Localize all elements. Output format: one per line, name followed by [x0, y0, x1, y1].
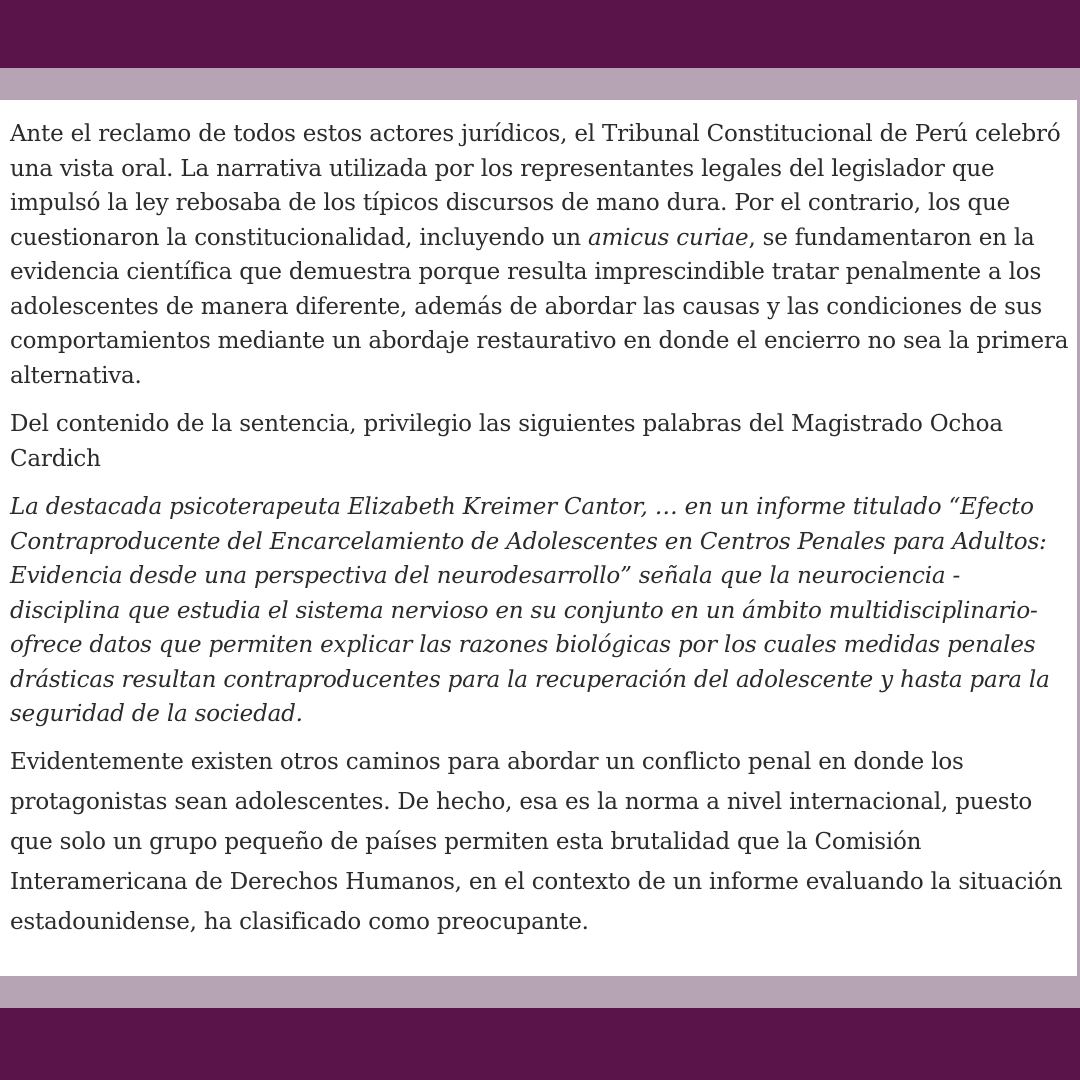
article-body [10, 117, 1070, 942]
paragraph-1-start: Ante el reclamo de todos estos actores jurídicos, el Tribunal Constitucional de Perú celebró una vista oral. La narrativa utilizada por los representantes legales del legislador que impulsó la ley rebosaba de los típicos discursos de mano dura. Por el contrario, los que cuestionaron la constitucionalidad, incluyendo un [10, 121, 1061, 251]
quoted-excerpt: La destacada psicoterapeuta Elizabeth Kreimer Cantor, … en un informe titulado “Efecto Contraproducente del Encarcelamiento de Adolescentes en Centros Penales para Adultos: Evidencia desde una perspectiva del neurodesarrollo” señala que la neurociencia -disciplina que estudia el sistema nervioso en su conjunto en un ámbito multidisciplinario- ofrece datos que permiten explicar las razones biológicas por los cuales medidas penales drásticas resultan contraproducentes para la recuperación del adolescente y hasta para la seguridad de la sociedad. [10, 494, 1050, 727]
paragraph-3: Evidentemente existen otros caminos para abordar un conflicto penal en donde los protagonistas sean adolescentes. De hecho, esa es la norma a nivel internacional, puesto que solo un grupo pequeño de países permiten esta brutalidad que la Comisión Interamericana de Derechos Humanos, en el contexto de un informe evaluando la situación estadounidense, ha clasificado como preocupante. [10, 748, 1063, 935]
paragraph-1 [10, 117, 1070, 393]
top-dark-band [0, 0, 1080, 68]
paragraph-1-end: , se fundamentaron en la evidencia científica que demuestra porque resulta imprescindible tratar penalmente a los adolescentes de manera diferente, además de abordar las causas y las condiciones de sus comportamientos mediante un abordaje restaurativo en donde el encierro no sea la primera alternativa. [10, 224, 1069, 389]
top-light-band [0, 68, 1080, 100]
bottom-light-band [0, 976, 1080, 1008]
amicus-curiae-emphasis: amicus curiae [587, 224, 749, 251]
bottom-dark-band [0, 1008, 1080, 1080]
paragraph-2: Del contenido de la sentencia, privilegio las siguientes palabras del Magistrado Ochoa Cardich [10, 411, 1003, 472]
